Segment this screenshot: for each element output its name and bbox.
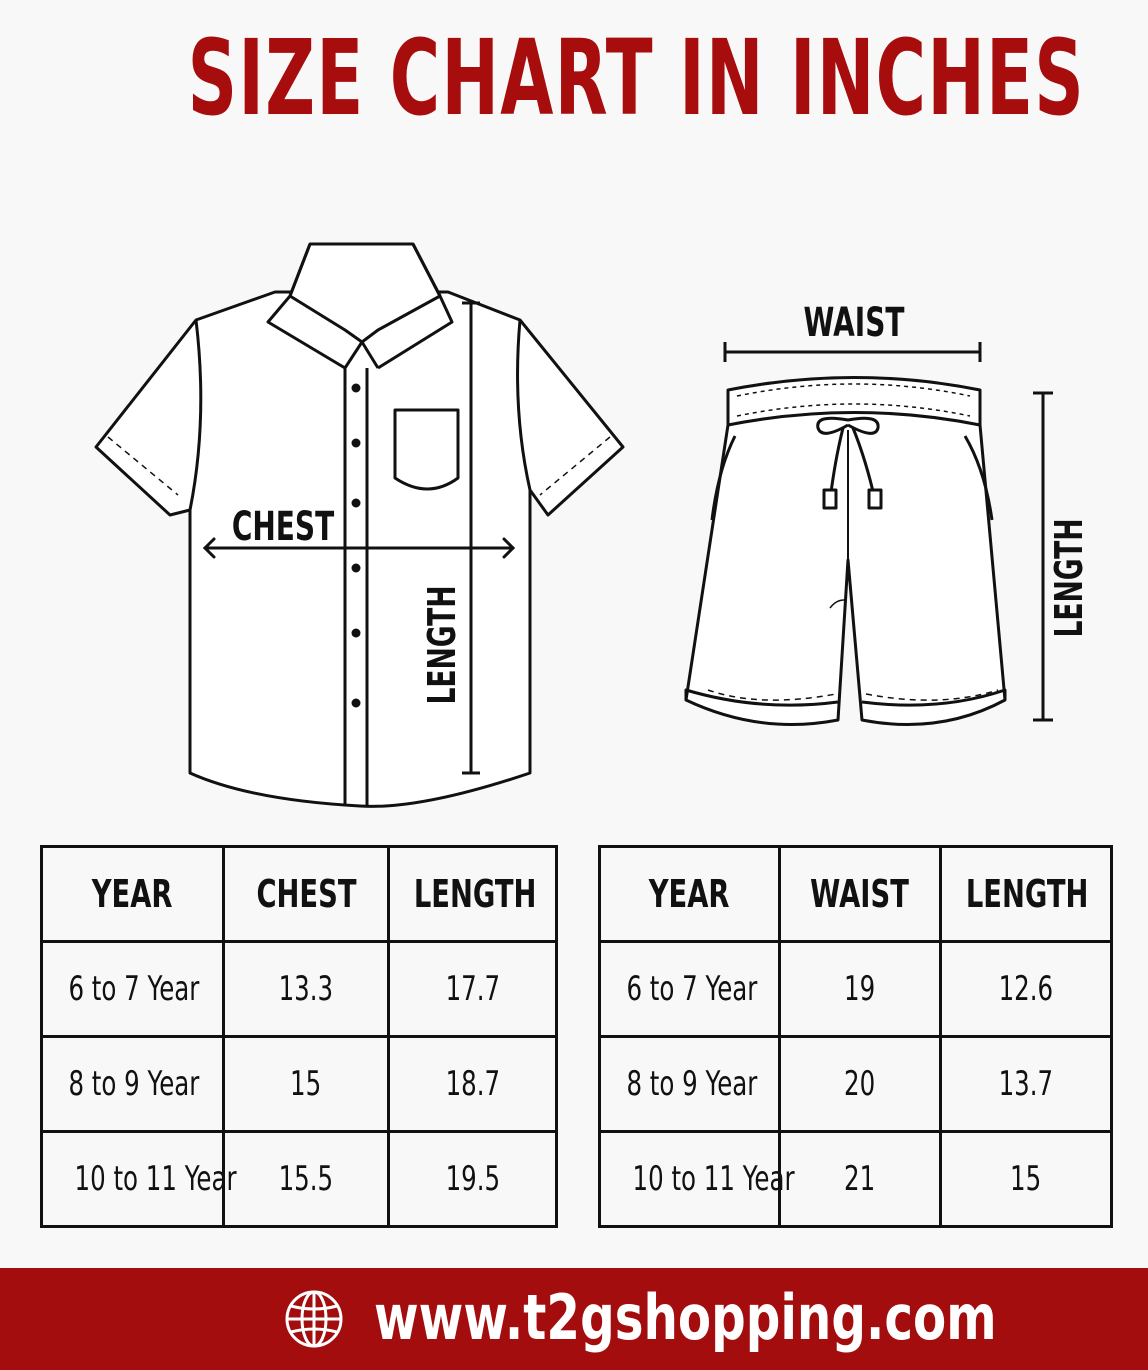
header-year: YEAR bbox=[92, 872, 173, 916]
globe-icon bbox=[283, 1288, 345, 1350]
table-row bbox=[42, 1132, 557, 1227]
shorts-size-table bbox=[598, 845, 1113, 1228]
year-cell: 10 to 11 Year bbox=[74, 1159, 237, 1199]
length-cell: 19.5 bbox=[445, 1159, 500, 1199]
waist-cell: 20 bbox=[844, 1064, 876, 1104]
header-waist: WAIST bbox=[810, 872, 910, 916]
shorts-length-label: LENGTH bbox=[1047, 518, 1092, 638]
header-year: YEAR bbox=[649, 872, 730, 916]
chest-cell: 13.3 bbox=[278, 969, 334, 1009]
length-cell: 17.7 bbox=[445, 969, 500, 1009]
table-row bbox=[42, 1037, 557, 1132]
table-row bbox=[600, 1037, 1112, 1132]
year-cell: 10 to 11 Year bbox=[632, 1159, 795, 1199]
year-cell: 8 to 9 Year bbox=[68, 1064, 200, 1104]
shirt-length-label: LENGTH bbox=[420, 585, 465, 705]
page-title: SIZE CHART IN INCHES bbox=[187, 17, 1086, 139]
website-url: www.t2gshopping.com bbox=[374, 1281, 997, 1354]
table-row bbox=[42, 942, 557, 1037]
chest-cell: 15 bbox=[290, 1064, 322, 1104]
year-cell: 6 to 7 Year bbox=[626, 969, 758, 1009]
chest-cell: 15.5 bbox=[278, 1159, 334, 1199]
table-row bbox=[600, 942, 1112, 1037]
chest-label: CHEST bbox=[231, 504, 335, 551]
header-length: LENGTH bbox=[965, 872, 1089, 916]
shirt-illustration bbox=[96, 244, 623, 806]
year-cell: 6 to 7 Year bbox=[68, 969, 200, 1009]
header-chest: CHEST bbox=[255, 872, 357, 916]
shirt-size-table bbox=[40, 845, 558, 1228]
waist-cell: 21 bbox=[844, 1159, 876, 1199]
waist-cell: 19 bbox=[844, 969, 876, 1009]
year-cell: 8 to 9 Year bbox=[626, 1064, 758, 1104]
waist-label: WAIST bbox=[803, 300, 905, 347]
length-cell: 18.7 bbox=[445, 1064, 500, 1104]
header-length: LENGTH bbox=[413, 872, 537, 916]
length-cell: 12.6 bbox=[998, 969, 1054, 1009]
table-header-row bbox=[600, 847, 1112, 942]
shorts-illustration bbox=[686, 378, 1005, 725]
table-row bbox=[600, 1132, 1112, 1227]
table-header-row bbox=[42, 847, 557, 942]
length-cell: 15 bbox=[1010, 1159, 1042, 1199]
length-cell: 13.7 bbox=[998, 1064, 1054, 1104]
footer-banner bbox=[0, 1268, 1148, 1370]
